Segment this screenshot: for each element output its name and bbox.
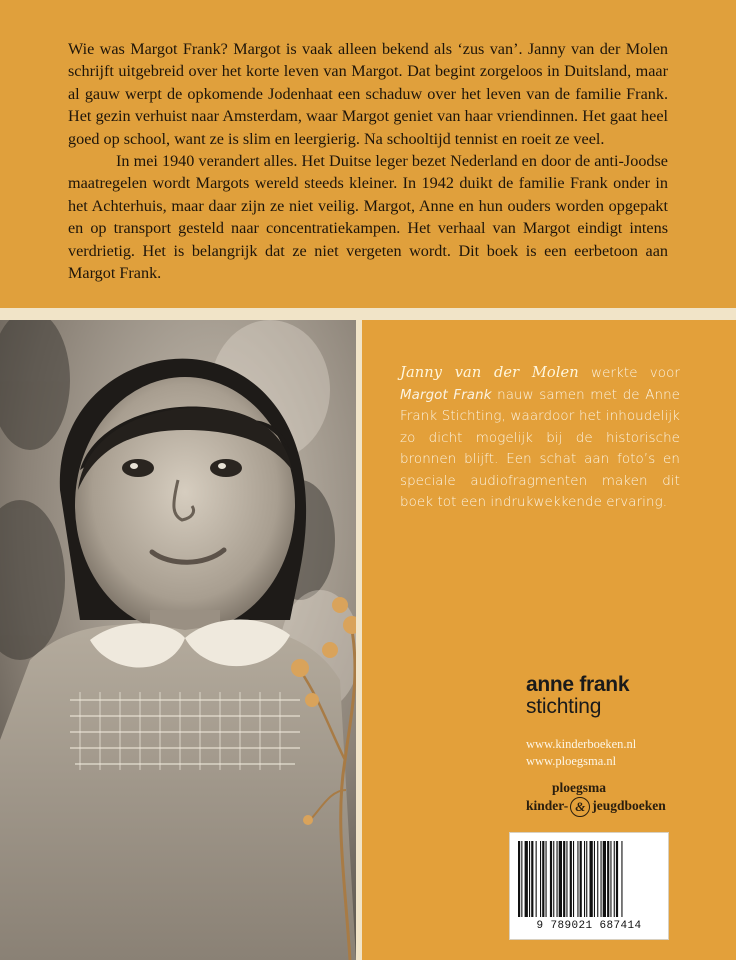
barcode-bar [563,841,565,917]
url-ploegsma[interactable]: www.ploegsma.nl [526,754,617,768]
back-cover-top-panel [0,0,736,308]
barcode-bar [546,841,547,917]
barcode-bar [529,841,530,917]
barcode-bar [577,841,578,917]
barcode-bar [559,841,562,917]
barcode-bar [550,841,552,917]
barcode-bar [540,841,541,917]
barcode-bars [516,841,662,919]
barcode-bar [594,841,595,917]
horizontal-divider [0,308,736,320]
barcode-bar [607,841,609,917]
barcode-bar [614,841,615,917]
barcode-bar [542,841,544,917]
barcode-bar [521,841,522,917]
url-kinderboeken[interactable]: www.kinderboeken.nl [526,737,637,751]
ploegsma-jeugd: jeugdboeken [592,798,666,814]
barcode-bar [586,841,587,917]
barcode-bar [601,841,602,917]
blurb-text [68,38,668,284]
publisher-urls [526,736,636,770]
barcode-bar [525,841,528,917]
blurb-paragraph-2: In mei 1940 verandert alles. Het Duitse leger bezet Nederland en door de anti-Joodse maatregelen wordt Margots wereld steeds kleiner. In 1942 duikt de familie Frank onder in het Achterhuis, maar daar zijn ze niet veilig. Margot, Anne en hun ouders worden opgepakt en op transport gesteld naar concentratiekampen. Het verhaal van Margot eindigt intens verdrietig. Het is belangrijk dat ze niet vergeten wordt. Dit boek is een eerbetoon aan Margot Frank. [68,152,668,283]
barcode-bar [621,841,622,917]
barcode-bar [518,841,520,917]
author-name: Janny van der Molen [400,364,579,381]
bio-text-before-title: werkte voor [578,366,680,381]
barcode-bar [570,841,572,917]
logo-line-2: stichting [526,695,602,718]
barcode-digits: 9 789021 687414 [536,920,642,932]
bio-text-after-title: nauw samen met de Anne Frank Stichting, waardoor het inhoudelijk zo dicht mogelijk bij de historische bronnen blijft. Een schat aan foto’s en speciale audiofragmenten maken dit boek tot een indrukwekkende ervaring. [400,387,680,510]
barcode-bar [566,841,567,917]
barcode-bar [531,841,533,917]
logo-line-1: anne frank [526,673,630,696]
anne-frank-stichting-logo [526,674,629,718]
barcode-bar [610,841,611,917]
isbn-barcode [509,832,669,940]
barcode-bar [553,841,554,917]
barcode-bar [573,841,574,917]
author-bio [400,362,680,514]
barcode-bar [597,841,598,917]
portrait-illustration [0,320,356,960]
barcode-bar [536,841,537,917]
barcode-bar [580,841,582,917]
barcode-bar [616,841,618,917]
barcode-bar [584,841,585,917]
barcode-bar [557,841,558,917]
ploegsma-kinder: kinder- [526,798,569,814]
ampersand-icon: & [570,797,590,817]
blurb-paragraph-1: Wie was Margot Frank? Margot is vaak alleen bekend als ‘zus van’. Janny van der Molen schrijft uitgebreid over het korte leven van Margot. Dat begint zorgeloos in Duitsland, maar al gauw werpt de opkomende Jodenhaat een schaduw over het leven van de familie Frank. Het gezin verhuist naar Amsterdam, waar Margot geniet van haar vriendinnen. Het gaat heel goed op school, want ze is slim en leergierig. Na schooltijd tennist en roeit ze veel. [68,40,668,148]
ploegsma-tagline [526,797,666,817]
barcode-bar [590,841,593,917]
margot-portrait-photo [0,320,356,960]
barcode-bar [603,841,606,917]
ploegsma-name: ploegsma [552,780,606,795]
book-title: Margot Frank [400,387,492,403]
author-info-panel [362,320,736,960]
